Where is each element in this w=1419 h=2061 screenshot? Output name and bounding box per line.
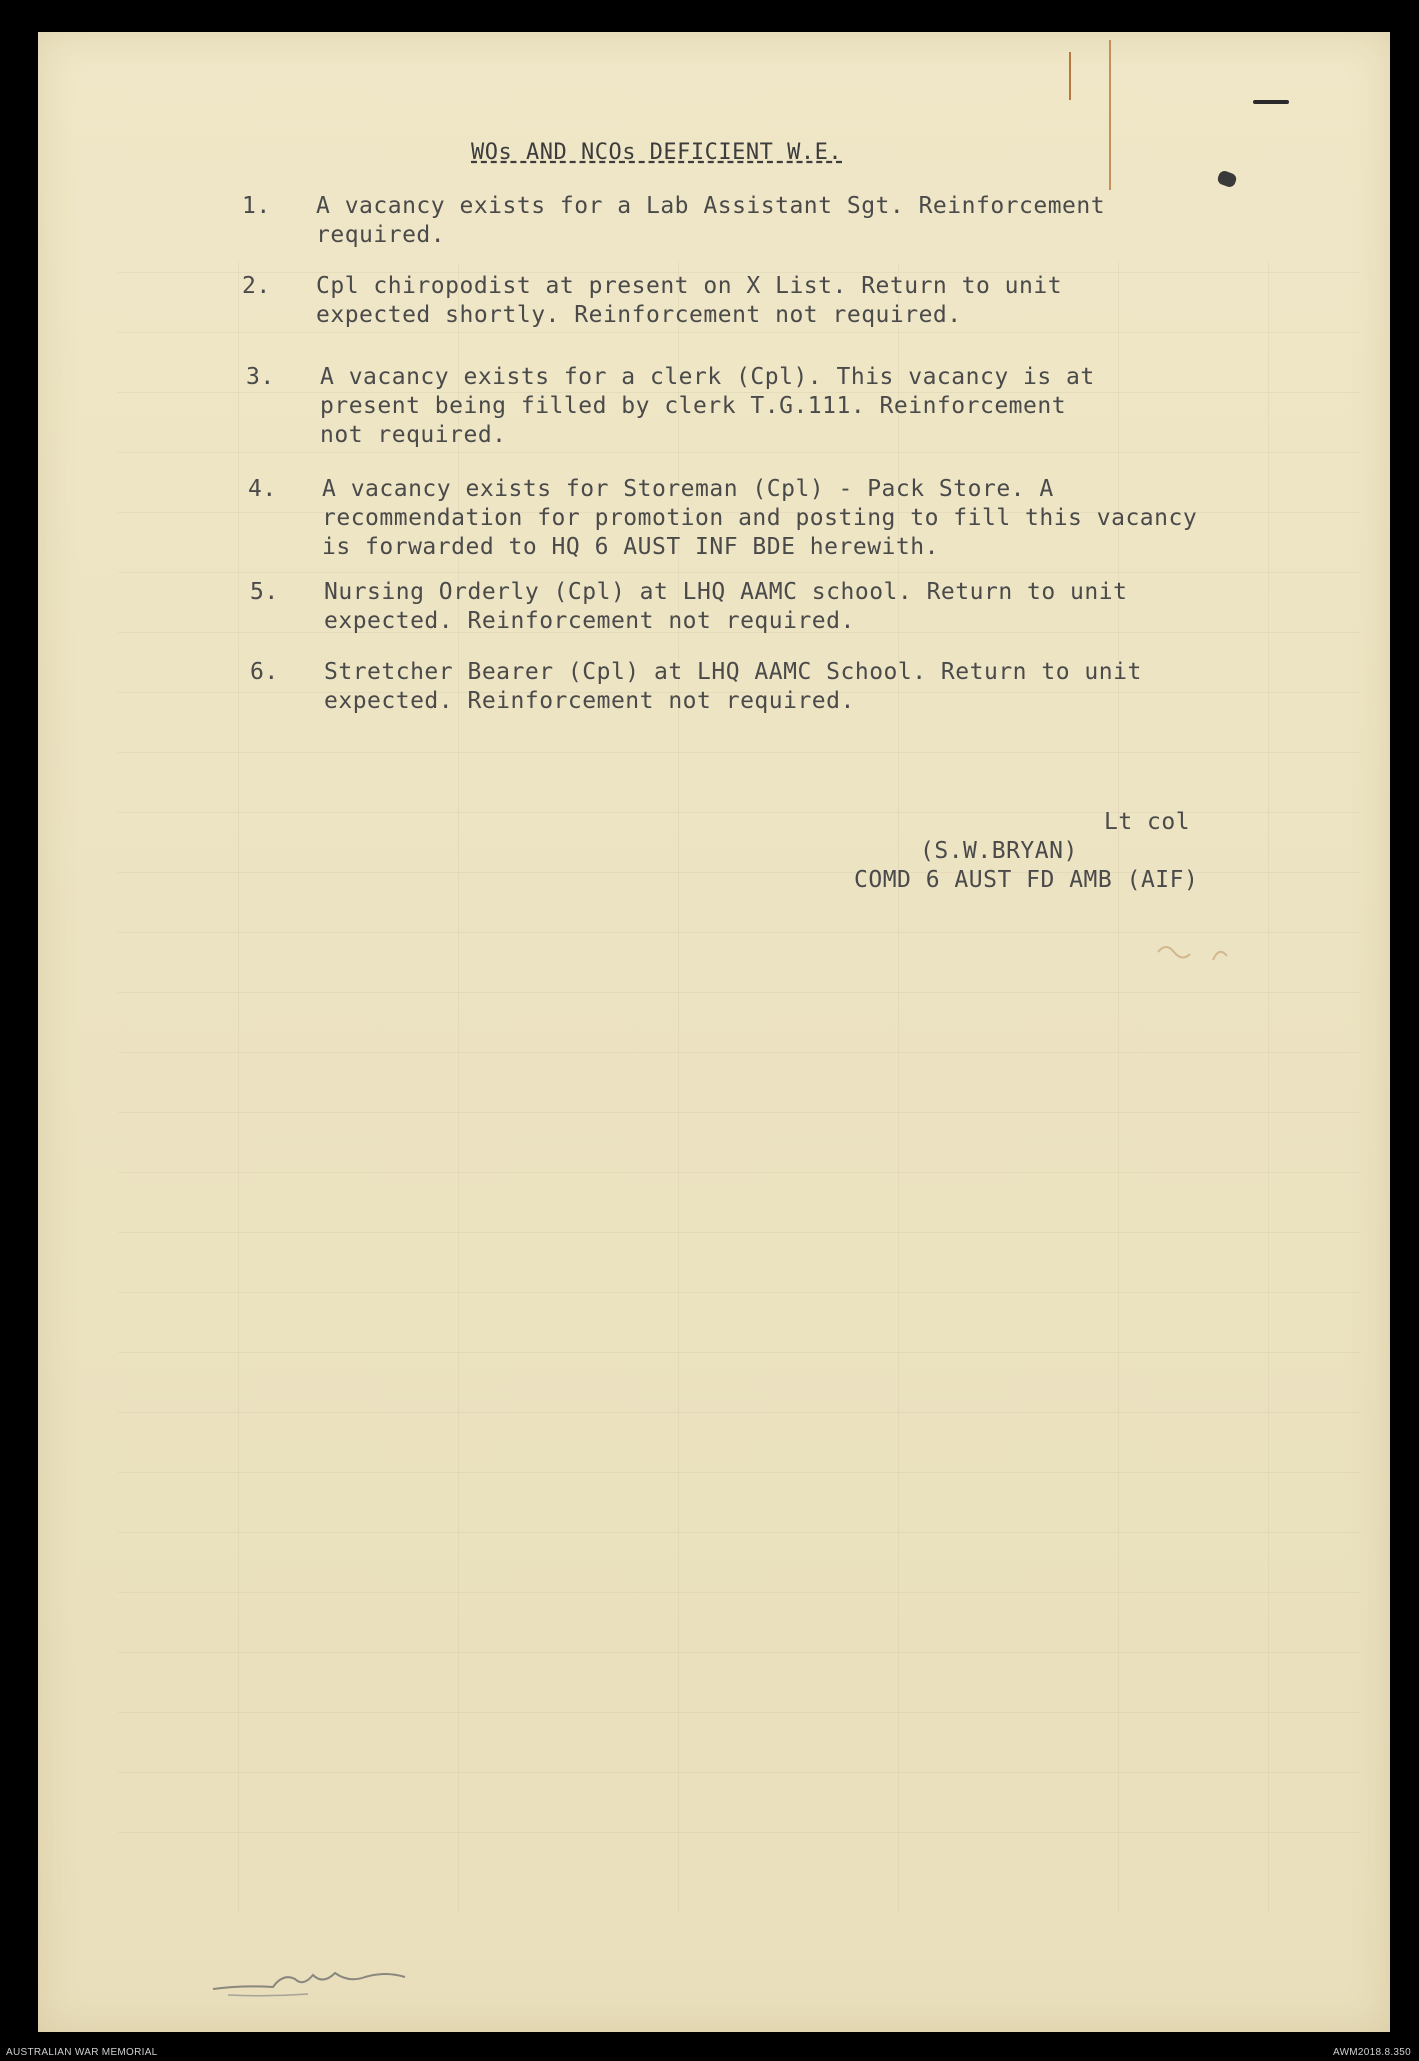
item-number: 5.	[250, 579, 279, 605]
item-text: Cpl chiropodist at present on X List. Return to unit expected shortly. Reinforcement not required.	[316, 273, 1063, 328]
item-number: 4.	[248, 476, 277, 502]
item-text: Nursing Orderly (Cpl) at LHQ AAMC school. Return to unit expected. Reinforcement not required.	[324, 579, 1128, 634]
handwritten-signature	[208, 1957, 418, 2017]
document-page	[38, 32, 1390, 2032]
signature-rank: Lt col	[1104, 809, 1191, 835]
item-number: 1.	[242, 193, 271, 219]
rust-mark	[1109, 40, 1111, 190]
staple-hole	[1216, 169, 1238, 188]
archive-credit: AUSTRALIAN WAR MEMORIAL	[6, 2047, 158, 2058]
item-text: A vacancy exists for a clerk (Cpl). This vacancy is at present being filled by clerk T.G.111. Reinforcement not required.	[320, 364, 1095, 448]
archive-reference: AWM2018.8.350	[1332, 2047, 1411, 2058]
signature-name: (S.W.BRYAN)	[920, 838, 1078, 864]
staple-hole	[1253, 100, 1289, 104]
item-number: 2.	[242, 273, 271, 299]
faint-handwriting-mark	[1153, 932, 1253, 972]
item-text: Stretcher Bearer (Cpl) at LHQ AAMC School. Return to unit expected. Reinforcement not required.	[324, 659, 1142, 714]
rust-mark	[1069, 52, 1071, 100]
item-number: 3.	[246, 364, 275, 390]
document-title: WOs AND NCOs DEFICIENT W.E.	[471, 140, 843, 165]
signature-appointment: COMD 6 AUST FD AMB (AIF)	[854, 867, 1199, 893]
item-text: A vacancy exists for a Lab Assistant Sgt. Reinforcement required.	[316, 193, 1106, 248]
item-text: A vacancy exists for Storeman (Cpl) - Pack Store. A recommendation for promotion and posting to fill this vacancy is forwarded to HQ 6 AUST INF BDE herewith.	[322, 476, 1198, 560]
item-number: 6.	[250, 659, 279, 685]
